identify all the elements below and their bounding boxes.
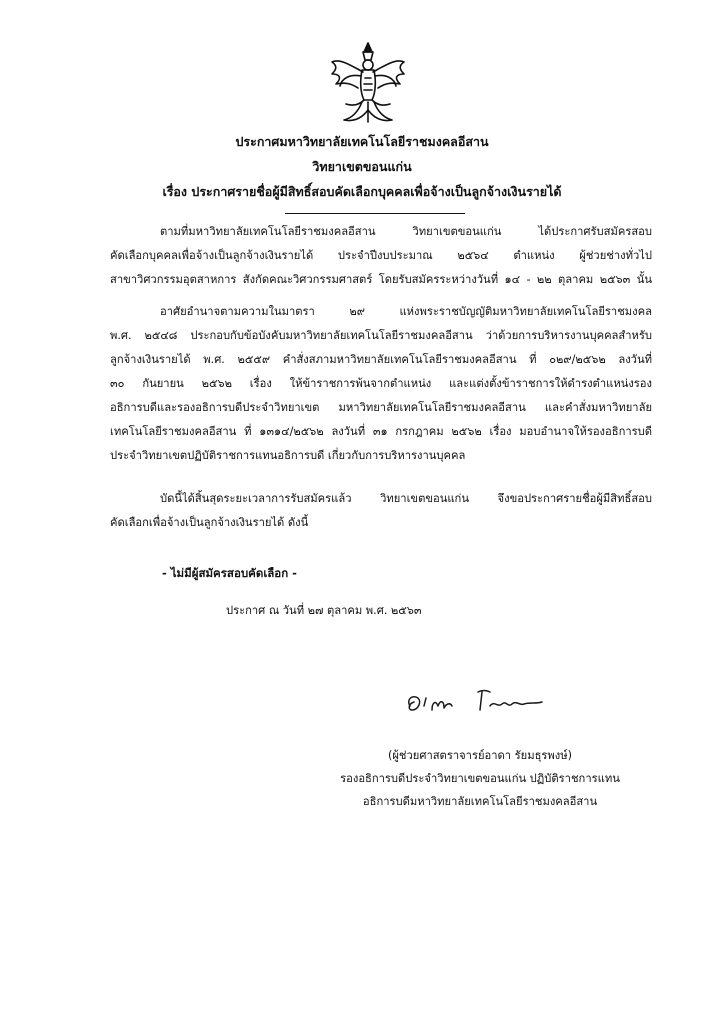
paragraph-line: ประจำวิทยาเขตปฏิบัติราชการแทนอธิการบดี เกี่ยวกับการบริหารงานบุคคล xyxy=(110,449,466,462)
paragraph-line: สาขาวิศวกรรมอุตสาหการ สังกัดคณะวิศวกรรมศาสตร์ โดยรับสมัครระหว่างวันที่ ๑๔ - ๒๒ ตุลาคม ๒๕๖๓ นั้น xyxy=(110,273,652,286)
signer-name: (ผู้ช่วยศาสตราจารย์อาดา รัยมธุรพงษ์) xyxy=(388,749,572,762)
announcement-subject: เรื่อง ประกาศรายชื่อผู้มีสิทธิ์สอบคัดเลือกบุคคลเพื่อจ้างเป็นลูกจ้างเงินรายได้ xyxy=(162,184,562,199)
paragraph-line: ลูกจ้างเงินรายได้ พ.ศ. ๒๕๕๙ คำสั่งสภามหาวิทยาลัยเทคโนโลยีราชมงคลอีสาน ที่ ๐๒๙/๒๕๖๒ ลงวันที่ xyxy=(110,353,652,366)
no-applicants-notice: - ไม่มีผู้สมัครสอบคัดเลือก - xyxy=(162,566,297,580)
paragraph-line: ๓๐ กันยายน ๒๕๖๒ เรื่อง ให้ข้าราชการพ้นจากตำแหน่ง และแต่งตั้งข้าราชการให้ดำรงตำแหน่งรอง xyxy=(110,377,652,390)
announcement-date: ประกาศ ณ วันที่ ๒๗ ตุลาคม พ.ศ. ๒๕๖๓ xyxy=(226,604,422,617)
paragraph-line: คัดเลือกเพื่อจ้างเป็นลูกจ้างเงินรายได้ ดังนี้ xyxy=(110,516,309,529)
paragraph-line: อธิการบดีและรองอธิการบดีประจำวิทยาเขต มหาวิทยาลัยเทคโนโลยีราชมงคลอีสาน และคำสั่งมหาวิทยาลัย xyxy=(110,401,652,414)
paragraph-line: พ.ศ. ๒๕๔๘ ประกอบกับข้อบังคับมหาวิทยาลัยเทคโนโลยีราชมงคลอีสาน ว่าด้วยการบริหารงานบุคคลสำหรับ xyxy=(110,329,652,342)
title-divider xyxy=(285,213,465,214)
signer-position: รองอธิการบดีประจำวิทยาเขตขอนแก่น ปฏิบัติราชการแทน xyxy=(340,772,620,785)
paragraph-authority xyxy=(110,300,652,468)
paragraph-line: อาศัยอำนาจตามความในมาตรา ๒๙ แห่งพระราชบัญญัติมหาวิทยาลัยเทคโนโลยีราชมงคล xyxy=(160,305,652,318)
paragraph-line: คัดเลือกบุคคลเพื่อจ้างเป็นลูกจ้างเงินรายได้ ประจำปีงบประมาณ ๒๕๖๔ ตำแหน่ง ผู้ช่วยช่างทั่วไป xyxy=(110,249,652,262)
paragraph-line: เทคโนโลยีราชมงคลอีสาน ที่ ๑๓๑๔/๒๕๖๒ ลงวันที่ ๓๑ กรกฎาคม ๒๕๖๒ เรื่อง มอบอำนาจให้รองอธิการบดี xyxy=(110,425,652,438)
announcement-title: ประกาศมหาวิทยาลัยเทคโนโลยีราชมงคลอีสาน xyxy=(235,134,489,149)
handwritten-signature xyxy=(402,684,562,724)
campus-name: วิทยาเขตขอนแก่น xyxy=(312,159,412,174)
paragraph-line: บัดนี้ได้สิ้นสุดระยะเวลาการรับสมัครแล้ว วิทยาเขตขอนแก่น จึงขอประกาศรายชื่อผู้มีสิทธิ์สอบ xyxy=(160,492,652,505)
paragraph-line: ตามที่มหาวิทยาลัยเทคโนโลยีราชมงคลอีสาน วิทยาเขตขอนแก่น ได้ประกาศรับสมัครสอบ xyxy=(160,225,652,238)
paragraph-result xyxy=(110,487,652,535)
signer-position-2: อธิการบดีมหาวิทยาลัยเทคโนโลยีราชมงคลอีสาน xyxy=(362,795,598,808)
garuda-emblem-icon xyxy=(328,40,408,126)
paragraph-background xyxy=(110,220,652,292)
